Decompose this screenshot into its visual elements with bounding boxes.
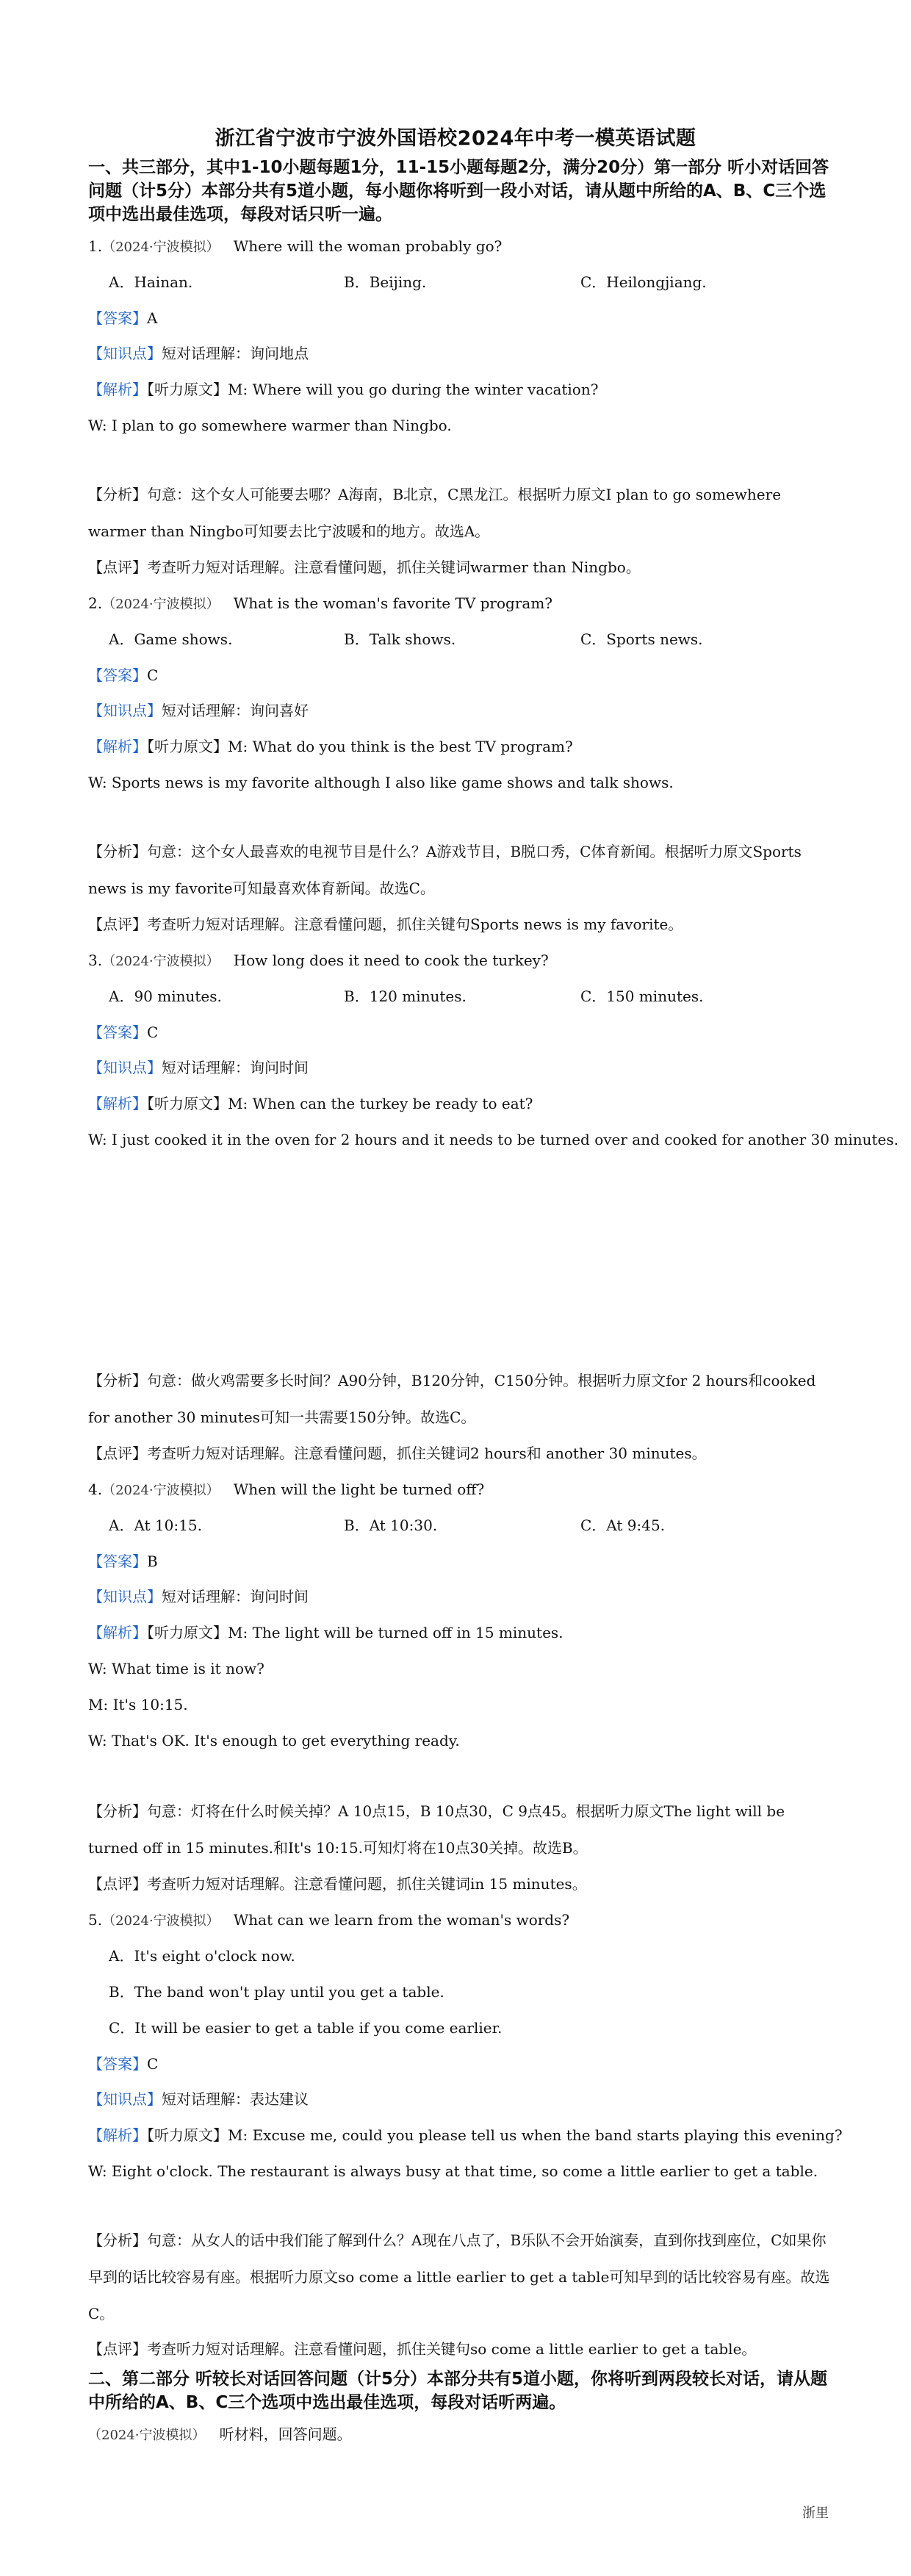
question-3: 3.（2024·宁波模拟） How long does it need to cook the turkey? xyxy=(88,951,549,969)
q4-comment: 【点评】考查听力短对话理解。注意看懂问题，抓住关键词in 15 minutes。 xyxy=(88,1875,587,1893)
question-4: 4.（2024·宁波模拟） When will the light be turned off? xyxy=(88,1481,485,1498)
q3-option-a: A．90 minutes. xyxy=(109,987,222,1005)
question-2: 2.（2024·宁波模拟） What is the woman's favorite TV program? xyxy=(88,594,553,612)
q4-script-1: 【解析】【听力原文】M: The light will be turned off in 15 minutes. xyxy=(88,1624,563,1641)
q2-option-c: C．Sports news. xyxy=(580,630,703,648)
q3-option-b: B．120 minutes. xyxy=(344,987,467,1005)
q1-option-c: C．Heilongjiang. xyxy=(580,273,707,291)
q3-option-c: C．150 minutes. xyxy=(580,987,704,1005)
question-1: 1.（2024·宁波模拟） Where will the woman probably go? xyxy=(88,237,503,255)
page-footer: 浙里 xyxy=(802,2505,829,2521)
q3-script-1: 【解析】【听力原文】M: When can the turkey be ready to eat? xyxy=(88,1095,533,1112)
q2-answer: 【答案】C xyxy=(88,666,159,684)
q3-comment: 【点评】考查听力短对话理解。注意看懂问题，抓住关键词2 hours和 another 30 minutes。 xyxy=(88,1444,707,1462)
q5-script-1: 【解析】【听力原文】M: Excuse me, could you please tell us when the band starts playing this evening? xyxy=(88,2126,843,2144)
q5-knowledge: 【知识点】短对话理解：表达建议 xyxy=(88,2090,309,2108)
q4-analysis: 【分析】句意：灯将在什么时候关掉？A 10点15，B 10点30，C 9点45。根据听力原文The light will be turned off in 15 minutes.和It's 10:15.可知灯将在10点30关掉。故选B。 xyxy=(88,1802,785,1857)
q5-answer: 【答案】C xyxy=(88,2055,159,2073)
q3-analysis: 【分析】句意：做火鸡需要多长时间？A90分钟，B120分钟，C150分钟。根据听力原文for 2 hours和cooked for another 30 minutes可知一共需要150分钟。故选C。 xyxy=(88,1372,816,1426)
q4-script-2: W: What time is it now? xyxy=(88,1660,264,1677)
q1-script-2: W: I plan to go somewhere warmer than Ningbo. xyxy=(88,417,452,434)
document-title: 浙江省宁波市宁波外国语校2024年中考一模英语试题 xyxy=(215,127,696,150)
q4-knowledge: 【知识点】短对话理解：询问时间 xyxy=(88,1588,309,1605)
q1-option-a: A．Hainan. xyxy=(109,273,193,291)
q4-script-3: M: It's 10:15. xyxy=(88,1696,188,1713)
q5-option-a: A．It's eight o'clock now. xyxy=(109,1947,295,1965)
q4-script-4: W: That's OK. It's enough to get everything ready. xyxy=(88,1732,460,1749)
q4-option-b: B．At 10:30. xyxy=(344,1517,438,1534)
q4-option-c: C．At 9:45. xyxy=(580,1517,666,1534)
q3-knowledge: 【知识点】短对话理解：询问时间 xyxy=(88,1059,309,1076)
q5-analysis: 【分析】句意：从女人的话中我们能了解到什么？A现在八点了，B乐队不会开始演奏，直到你找到座位，C如果你早到的话比较容易有座。根据听力原文so come a little earlier to get a table可知早到的话比较容易有座。故选C。 xyxy=(88,2231,830,2323)
q1-comment: 【点评】考查听力短对话理解。注意看懂问题，抓住关键词warmer than Ningbo。 xyxy=(88,558,641,576)
q3-answer: 【答案】C xyxy=(88,1023,159,1041)
q1-script-1: 【解析】【听力原文】M: Where will you go during the winter vacation? xyxy=(88,381,599,398)
q2-option-a: A．Game shows. xyxy=(109,630,233,648)
question-5: 5.（2024·宁波模拟） What can we learn from the woman's words? xyxy=(88,1911,570,1929)
section2-intro: 二、第二部分 听较长对话回答问题（计5分）本部分共有5道小题，你将听到两段较长对话，请从题中所给的A、B、C三个选项中选出最佳选项，每段对话听两遍。 xyxy=(88,2370,828,2412)
q2-knowledge: 【知识点】短对话理解：询问喜好 xyxy=(88,702,309,719)
section2-instruction: （2024·宁波模拟） 听材料，回答问题。 xyxy=(88,2425,352,2443)
q2-option-b: B．Talk shows. xyxy=(344,630,456,648)
q1-answer: 【答案】A xyxy=(88,309,158,327)
q4-answer: 【答案】B xyxy=(88,1553,158,1570)
q2-script-2: W: Sports news is my favorite although I also like game shows and talk shows. xyxy=(88,774,674,791)
q1-knowledge: 【知识点】短对话理解：询问地点 xyxy=(88,345,309,362)
q3-script-2: W: I just cooked it in the oven for 2 hours and it needs to be turned over and cooked for another 30 minutes. xyxy=(88,1131,899,1148)
q4-option-a: A．At 10:15. xyxy=(109,1517,202,1534)
q1-analysis: 【分析】句意：这个女人可能要去哪？A海南，B北京，C黑龙江。根据听力原文I plan to go somewhere warmer than Ningbo可知要去比宁波暖和的地方。故选A。 xyxy=(88,486,782,540)
q5-option-b: B．The band won't play until you get a table. xyxy=(109,1983,444,2001)
q5-option-c: C．It will be easier to get a table if you come earlier. xyxy=(109,2019,503,2037)
section1-intro: 一、共三部分，其中1-10小题每题1分，11-15小题每题2分，满分20分）第一部分 听小对话回答问题（计5分）本部分共有5道小题，每小题你将听到一段小对话，请从题中所给的A、B、C三个选项中选出最佳选项，每段对话只听一遍。 xyxy=(88,158,829,224)
q5-script-2: W: Eight o'clock. The restaurant is always busy at that time, so come a little earlier to get a table. xyxy=(88,2162,818,2180)
q1-option-b: B．Beijing. xyxy=(344,273,427,291)
q2-script-1: 【解析】【听力原文】M: What do you think is the best TV program? xyxy=(88,738,573,755)
q2-comment: 【点评】考查听力短对话理解。注意看懂问题，抓住关键句Sports news is my favorite。 xyxy=(88,915,683,933)
q5-comment: 【点评】考查听力短对话理解。注意看懂问题，抓住关键句so come a little earlier to get a table。 xyxy=(88,2340,757,2358)
q2-analysis: 【分析】句意：这个女人最喜欢的电视节目是什么？A游戏节目，B脱口秀，C体育新闻。根据听力原文Sports news is my favorite可知最喜欢体育新闻。故选C。 xyxy=(88,843,802,897)
